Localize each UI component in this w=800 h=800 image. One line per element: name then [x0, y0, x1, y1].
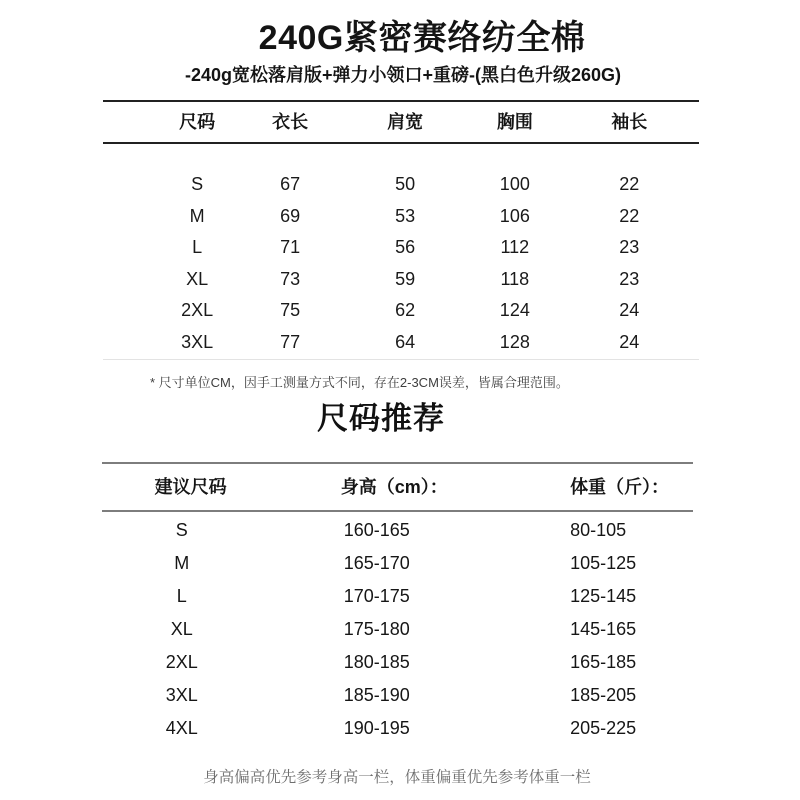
size-cell: XL: [186, 268, 209, 289]
page-title: 240G紧密赛络纺全棉: [258, 19, 586, 57]
weight-cell: 105-125: [570, 553, 637, 573]
table-row: [102, 679, 693, 712]
column-header-suggested-size: 建议尺码: [154, 477, 227, 497]
table-row: [103, 169, 699, 201]
height-cell: 180-185: [343, 652, 410, 672]
height-cell: 175-180: [343, 619, 410, 639]
sleeve-cell: 24: [619, 300, 640, 320]
height-cell: 190-195: [343, 718, 410, 738]
height-cell: 160-165: [343, 520, 410, 540]
column-header-size: 尺码: [179, 112, 216, 132]
height-cell: 185-190: [343, 685, 410, 705]
shoulder-cell: 50: [395, 174, 416, 194]
table-row: [102, 613, 693, 646]
sleeve-cell: 23: [619, 268, 640, 289]
table-row: [103, 232, 699, 264]
weight-cell: 125-145: [570, 586, 637, 606]
size-cell: L: [192, 237, 203, 257]
sleeve-cell: 22: [619, 174, 640, 194]
chest-cell: 128: [499, 331, 530, 352]
length-cell: 75: [280, 300, 301, 320]
table-row: [102, 646, 693, 679]
table-row: [103, 201, 699, 233]
recommend-table-header-row: [102, 464, 693, 512]
column-header-height: 身高（cm）：: [340, 477, 448, 497]
weight-cell: 80-105: [570, 520, 627, 540]
size-cell: M: [174, 553, 190, 573]
size-cell: 3XL: [181, 331, 214, 352]
size-cell: S: [191, 174, 204, 194]
chest-cell: 118: [500, 268, 530, 289]
column-header-weight: 体重（斤）：: [570, 477, 670, 497]
page-subtitle: -240g宽松落肩版+弹力小领口+重磅-(黑白色升级260G): [184, 65, 622, 85]
sleeve-cell: 24: [619, 331, 640, 352]
table-row: [103, 295, 699, 327]
table-bottom-rule: [103, 359, 699, 360]
table-row: [102, 580, 693, 613]
size-measurement-table: [103, 100, 699, 360]
weight-cell: 185-205: [570, 685, 637, 705]
chest-cell: 112: [500, 237, 530, 257]
weight-cell: 205-225: [570, 718, 637, 738]
column-header-shoulder: 肩宽: [387, 112, 424, 132]
recommend-table-body: [102, 512, 693, 745]
sleeve-cell: 22: [619, 205, 640, 226]
length-cell: 67: [280, 174, 301, 194]
table-row: [102, 712, 693, 745]
size-cell: 4XL: [165, 718, 198, 738]
table-row: [103, 327, 699, 359]
column-header-sleeve: 袖长: [611, 112, 648, 132]
length-cell: 73: [280, 268, 301, 289]
shoulder-cell: 64: [395, 331, 416, 352]
table-row: [102, 514, 693, 547]
shoulder-cell: 59: [395, 268, 416, 289]
chest-cell: 100: [499, 174, 530, 194]
section-title-size-recommendation: 尺码推荐: [317, 401, 445, 436]
measurement-tolerance-note: * 尺寸单位CM，因手工测量方式不同，存在2-3CM误差，皆属合理范围。: [150, 375, 569, 390]
size-table-body: [103, 144, 699, 358]
size-cell: 2XL: [165, 652, 198, 672]
size-cell: 3XL: [165, 685, 198, 705]
reference-priority-note: 身高偏高优先参考身高一栏，体重偏重优先参考体重一栏: [203, 769, 591, 786]
shoulder-cell: 56: [395, 237, 416, 257]
size-recommendation-table: [102, 462, 693, 745]
shoulder-cell: 53: [395, 205, 416, 226]
length-cell: 77: [280, 331, 301, 352]
shoulder-cell: 62: [395, 300, 416, 320]
size-cell: M: [189, 205, 205, 226]
sleeve-cell: 23: [619, 237, 640, 257]
size-table-header-row: [103, 102, 699, 144]
column-header-chest: 胸围: [496, 112, 533, 132]
table-row: [103, 264, 699, 296]
height-cell: 165-170: [343, 553, 410, 573]
chest-cell: 124: [499, 300, 530, 320]
length-cell: 71: [280, 237, 301, 257]
size-cell: 2XL: [181, 300, 214, 320]
chest-cell: 106: [499, 205, 530, 226]
length-cell: 69: [280, 205, 301, 226]
weight-cell: 145-165: [570, 619, 637, 639]
table-row: [102, 547, 693, 580]
column-header-length: 衣长: [272, 112, 309, 132]
size-cell: XL: [170, 619, 193, 639]
height-cell: 170-175: [343, 586, 410, 606]
size-cell: L: [176, 586, 187, 606]
weight-cell: 165-185: [570, 652, 637, 672]
size-cell: S: [175, 520, 188, 540]
